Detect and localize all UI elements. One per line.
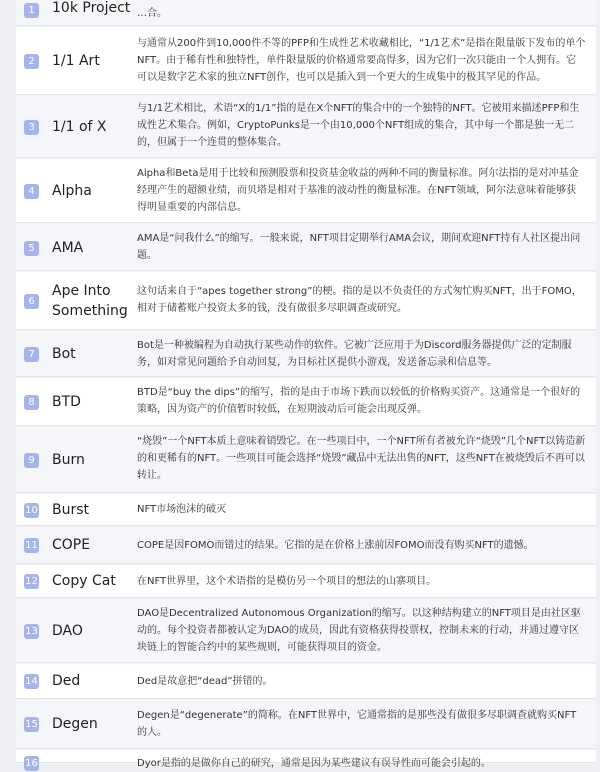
term-label: Burn — [52, 452, 85, 468]
table-row — [16, 494, 596, 526]
table-row — [16, 700, 596, 749]
term-description: 与1/1艺术相比，术语“X的1/1”指的是在X个NFT的集合中的一个独特的NFT。它被用来描述PFP和生成性艺术集合。例如，CryptoPunks是一个由10,000个NFT组成的集合，其中每一个都是独一无二的，但属于一个连贯的整体集合。 — [137, 103, 580, 148]
table-row — [16, 224, 596, 271]
row-number-badge: 1 — [24, 3, 39, 18]
table-row — [16, 664, 596, 699]
row-number-badge: 6 — [24, 294, 39, 309]
row-number-badge: 15 — [25, 719, 38, 730]
term-description: BTD是“buy the dips”的缩写，指的是由于市场下跌而以较低的价格购买资产。这通常是一个很好的策略，因为资产的价值暂时较低，在短期波动后可能会出现反弹。 — [137, 387, 581, 415]
term-description: 这句话来自于“apes together strong”的梗。指的是以不负责任的方式匆忙购买NFT，出于FOMO，相对于储蓄账户投资太多的钱，没有做很多尽职调查或研究。 — [137, 286, 582, 314]
term-description: Dyor是指的是做你自己的研究，通常是因为某些建议有误导性而可能会引起的。 — [137, 758, 491, 769]
term-description: NFT市场泡沫的破灭 — [137, 504, 227, 515]
table-row — [16, 378, 596, 426]
row-number-badge: 9 — [24, 453, 39, 468]
table-row — [16, 27, 596, 95]
row-number-badge: 5 — [24, 241, 39, 256]
term-label: Bot — [52, 346, 76, 362]
term-description: 在NFT世界里，这个术语指的是模仿另一个项目的想法的山寨项目。 — [137, 576, 437, 587]
table-row — [16, 599, 596, 663]
term-label: 1/1 of X — [52, 119, 107, 135]
row-number-badge: 3 — [24, 120, 39, 135]
term-label: BTD — [52, 394, 81, 410]
term-label: 1/1 Art — [52, 53, 100, 69]
table-row — [16, 750, 596, 769]
term-description: Alpha和Beta是用于比较和预测股票和投资基金收益的两种不同的衡量标准。阿尔法指的是对冲基金经理产生的超额业绩，而贝塔是相对于基准的波动性的衡量标准。在NFT领域，阿尔法意味着能够获得明显重要的内部信息。 — [137, 168, 579, 213]
row-number-badge: 2 — [24, 54, 39, 69]
term-label: 10k Project — [52, 0, 131, 16]
table-row — [16, 331, 596, 377]
term-description: Ded是故意把“dead”拼错的。 — [137, 676, 273, 687]
term-description: AMA是“问我什么”的缩写。一般来说，NFT项目定期举行AMA会议，期间欢迎NFT持有人社区提出问题。 — [137, 233, 581, 261]
term-description: Degen是“degenerate”的简称。在NFT世界中，它通常指的是那些没有做很多尽职调查就购买NFT的人。 — [137, 710, 577, 738]
table-row — [16, 527, 596, 564]
term-description: “烧毁”一个NFT本质上意味着销毁它。在一些项目中，一个NFT所有者被允许“烧毁”几个NFT以铸造新的和更稀有的NFT。一些项目可能会选择“烧毁”藏品中无法出售的NFT，这些NFT在被烧毁后不再可以转让。 — [137, 436, 586, 481]
row-number-badge: 10 — [25, 505, 38, 516]
table-row — [16, 159, 596, 223]
row-number-badge: 8 — [24, 395, 39, 410]
term-label: Ded — [52, 673, 81, 689]
term-label: Burst — [52, 502, 90, 518]
row-number-badge: 13 — [25, 626, 38, 637]
row-number-badge: 7 — [24, 347, 39, 362]
term-label: AMA — [52, 240, 84, 256]
term-label: Alpha — [52, 183, 92, 199]
term-label: COPE — [52, 537, 91, 553]
term-description: 与通常从200件到10,000件不等的PFP和生成性艺术收藏相比，“1/1艺术”是指在限量版下发布的单个NFT。由于稀有性和独特性，单件限量版的价格通常要高得多，因为它们一次只能由一个人拥有。它可以是数字艺术家的独立NFT创作，也可以是插入到一个更大的生成集中的极其罕见的作品。 — [137, 38, 586, 83]
row-number-badge: 4 — [24, 184, 39, 199]
row-number-badge: 11 — [25, 540, 38, 551]
term-label: Copy Cat — [52, 573, 116, 589]
table-row — [16, 272, 596, 330]
term-description: Bot是一种被编程为自动执行某些动作的软件。它被广泛应用于为Discord服务器提供广泛的定制服务，如对常见问题给予自动回复，为目标社区提供小游戏，发送备忘录和信息等。 — [137, 340, 572, 368]
table-row — [16, 565, 596, 598]
term-description: DAO是Decentralized Autonomous Organization的缩写。以这种结构建立的NFT项目是由社区驱动的。每个投资者都被认定为DAO的成员，因此有资格获得投票权，控制未来的行动，并通过遵守区块链上的智能合约中的某些规则，可能获得项目的资金。 — [137, 608, 581, 653]
term-description: …合。 — [137, 8, 167, 19]
table-row — [16, 427, 596, 493]
term-description: COPE是因FOMO而错过的结果。它指的是在价格上涨前因FOMO而没有购买NFT的遗憾。 — [137, 540, 534, 551]
table-row — [16, 0, 596, 26]
row-number-badge: 14 — [25, 676, 38, 687]
row-number-badge: 16 — [25, 758, 38, 769]
term-label: Ape Into Something — [52, 283, 128, 319]
row-number-badge: 12 — [25, 576, 38, 587]
table-row — [16, 96, 596, 158]
term-label: DAO — [52, 623, 83, 639]
term-label: Degen — [52, 716, 98, 732]
